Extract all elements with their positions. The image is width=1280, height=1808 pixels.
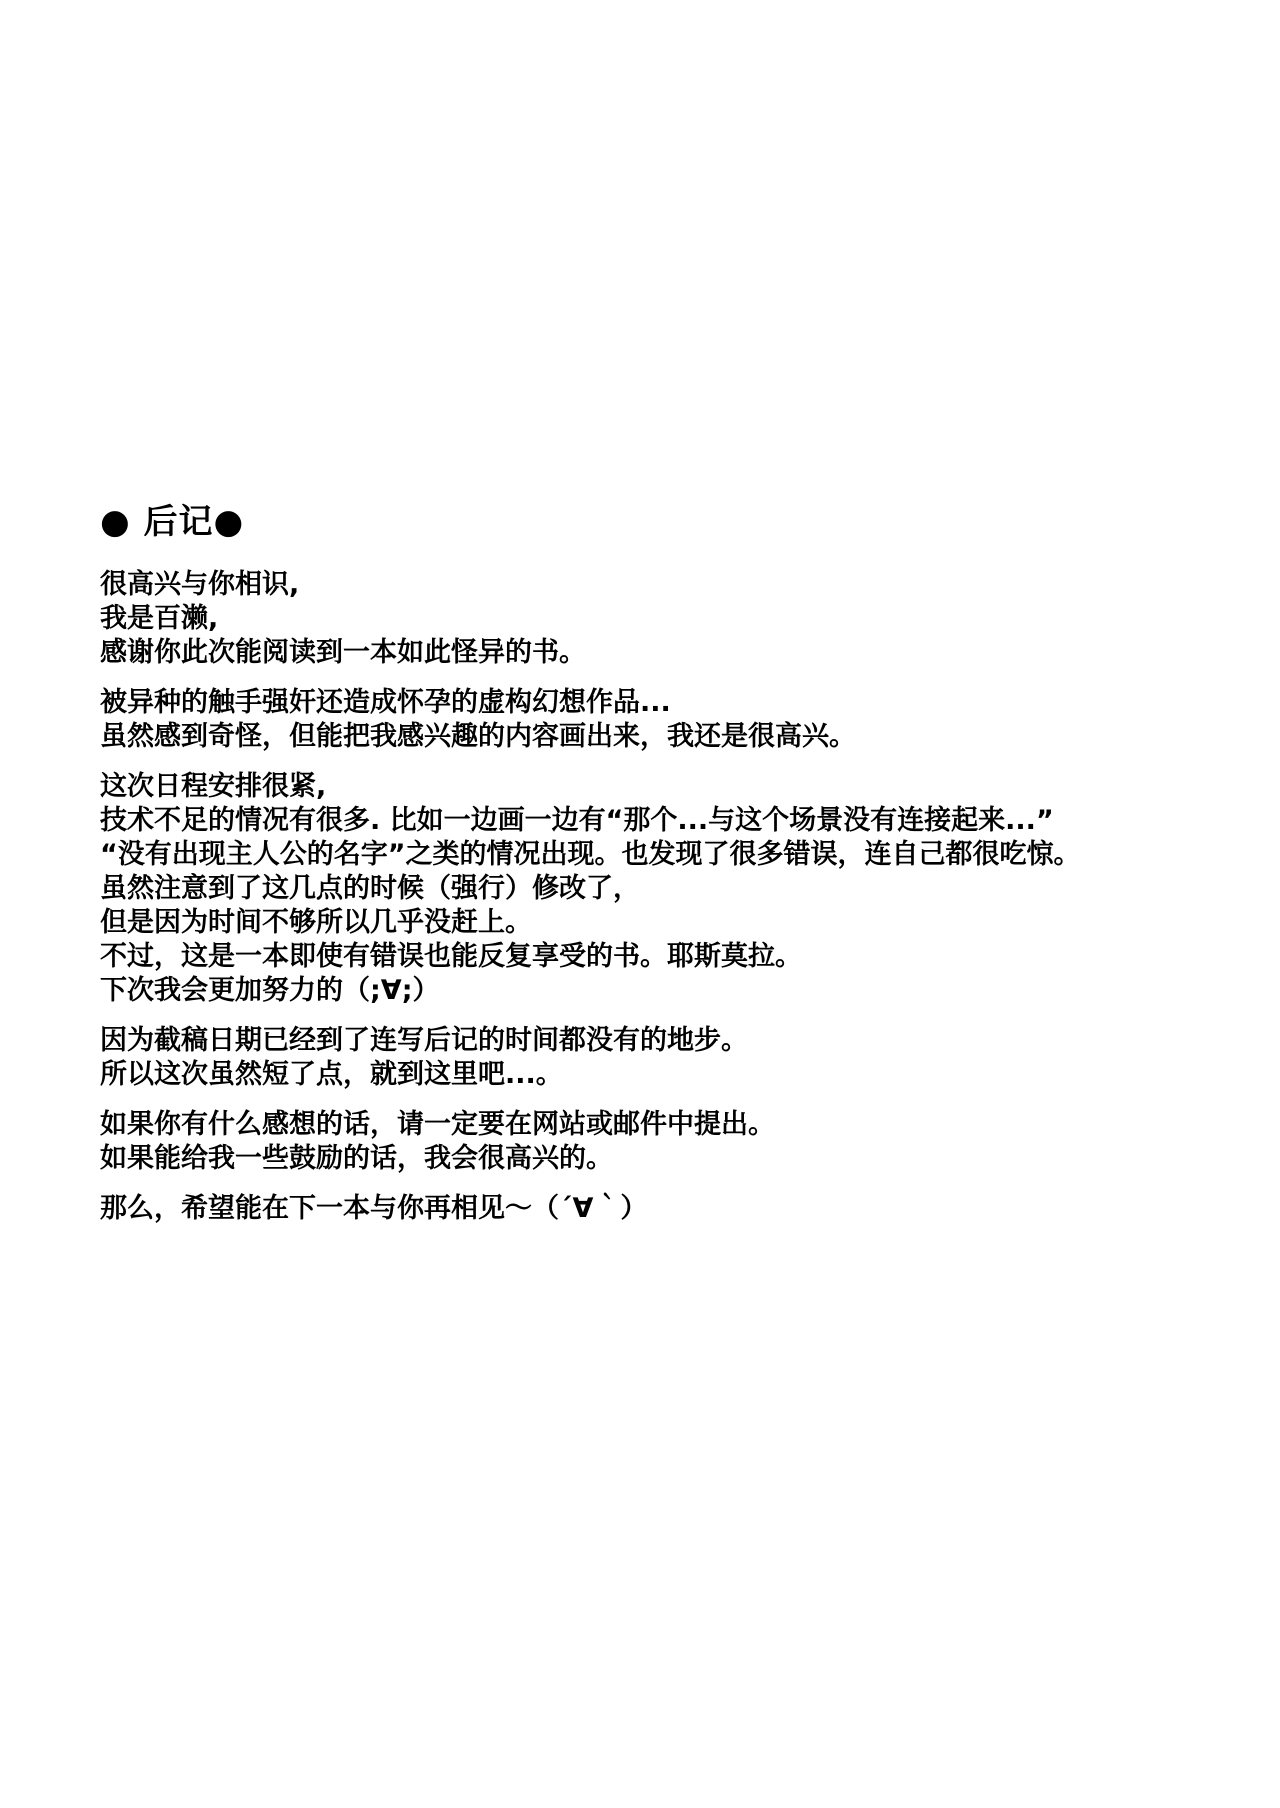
text-line: 因为截稿日期已经到了连写后记的时间都没有的地步。 [100, 1025, 748, 1056]
text-line: 被异种的触手强奸还造成怀孕的虚构幻想作品... [100, 687, 671, 718]
text-line: 如果你有什么感想的话，请一定要在网站或邮件中提出。 [100, 1109, 775, 1140]
afterword-paragraph-deadline [100, 1024, 1230, 1092]
text-line: 这次日程安排很紧, [100, 771, 327, 802]
afterword-paragraph-greeting [100, 568, 1230, 670]
afterword-content [100, 500, 1230, 1226]
text-line: 所以这次虽然短了点，就到这里吧...。 [100, 1059, 563, 1090]
text-line: 技术不足的情况有很多. 比如一边画一边有“那个...与这个场景没有连接起来...” [100, 805, 1054, 836]
afterword-paragraph-farewell [100, 1192, 1230, 1226]
afterword-paragraph-feedback [100, 1108, 1230, 1176]
text-line: 下次我会更加努力的（;∀;） [100, 975, 440, 1006]
text-line: “没有出现主人公的名字”之类的情况出现。也发现了很多错误，连自己都很吃惊。 [100, 839, 1081, 870]
text-line: 不过，这是一本即使有错误也能反复享受的书。耶斯莫拉。 [100, 941, 802, 972]
text-line: 但是因为时间不够所以几乎没赶上。 [100, 907, 532, 938]
text-line: 很高兴与你相识, [100, 569, 300, 600]
text-line: 虽然感到奇怪，但能把我感兴趣的内容画出来，我还是很高兴。 [100, 721, 856, 752]
afterword-paragraph-schedule [100, 770, 1230, 1008]
afterword-heading: ● 后记● [100, 502, 245, 542]
afterword-paragraph-concept [100, 686, 1230, 754]
text-line: 我是百濑, [100, 603, 219, 634]
text-line: 虽然注意到了这几点的时候（强行）修改了， [100, 873, 640, 904]
text-line: 如果能给我一些鼓励的话，我会很高兴的。 [100, 1143, 613, 1174]
text-line: 感谢你此次能阅读到一本如此怪异的书。 [100, 637, 586, 668]
text-line: 那么，希望能在下一本与你再相见～（´∀｀） [100, 1193, 648, 1224]
